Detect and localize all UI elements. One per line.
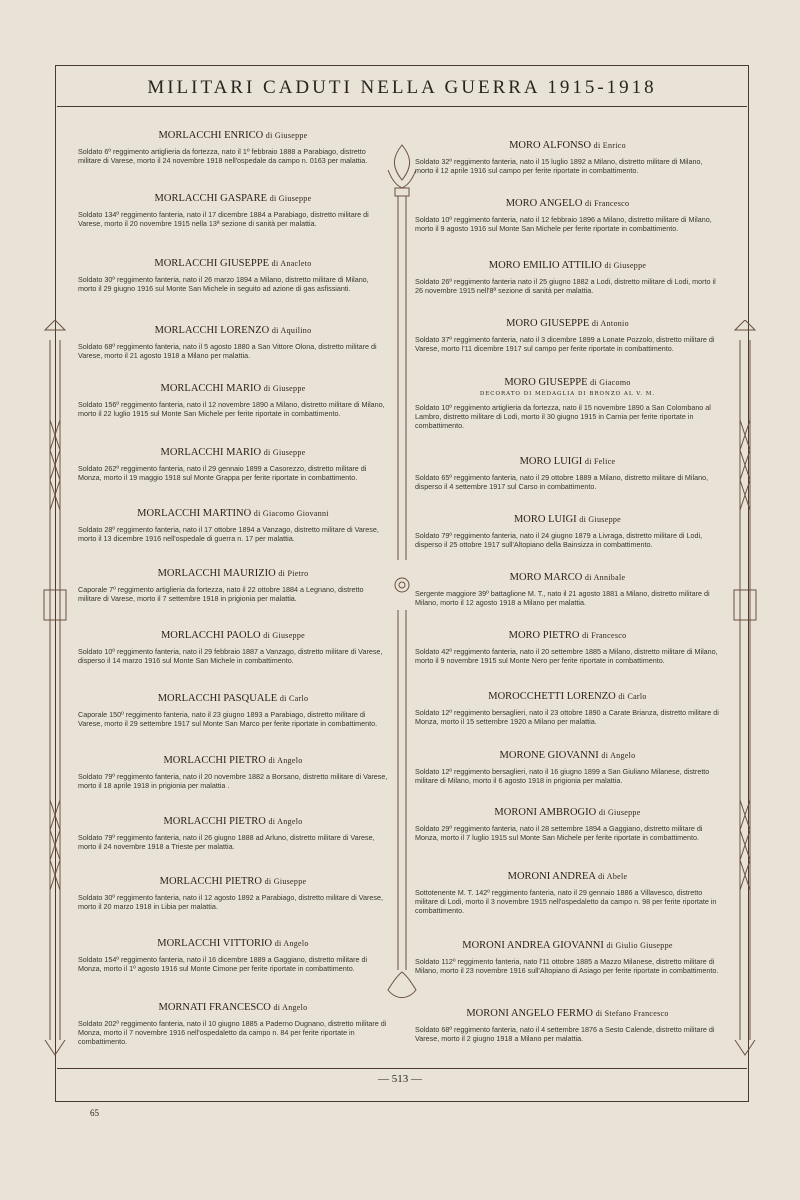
entry-description: Sottotenente M. T. 142º reggimento fanteria, nato il 29 gennaio 1886 a Villavesco, distretto militare di Lodi, morto il 3 novembre 1915 nell'ospedaletto da campo n. 98 per ferite riportate in combattimento. [415, 888, 717, 915]
entry-left-11 [78, 755, 388, 790]
entry-description: Soldato 65º reggimento fanteria, nato il 29 ottobre 1889 a Milano, distretto militare di Milano, disperso il 4 settembre 1917 sul Carso in combattimento. [415, 473, 709, 491]
entry-description: Soldato 262º reggimento fanteria, nato il 29 gennaio 1899 a Casorezzo, distretto militare di Monza, morto il 19 maggio 1918 sul Monte Grappa per ferite riportate in combattimento. [78, 464, 367, 482]
entry-description: Soldato 28º reggimento fanteria, nato il 17 ottobre 1894 a Vanzago, distretto militare di Varese, morto il 13 dicembre 1916 nell'ospedale di guerra n. 17 per malattia. [78, 525, 379, 543]
entry-right-1 [415, 140, 720, 175]
entry-right-5 [415, 377, 720, 430]
entry-description: Soldato 156º reggimento fanteria, nato il 12 novembre 1890 a Milano, distretto militare di Milano, morto il 22 luglio 1915 sul Monte San Michele per ferite riportate in combattimento. [78, 400, 385, 418]
entry-left-9 [78, 630, 388, 665]
entry-description: Caporale 7º reggimento artiglieria da fortezza, nato il 22 ottobre 1884 a Legnano, distretto militare di Varese, morto il 7 settembre 1918 in prigionia per malattia. [78, 585, 364, 603]
entry-right-4 [415, 318, 720, 353]
entry-description: Soldato 154º reggimento fanteria, nato il 16 dicembre 1889 a Gaggiano, distretto militare di Monza, morto il 1º agosto 1916 sul Monte Cimone per ferite riportate in combattimento. [78, 955, 368, 973]
entry-name: MORLACCHI GIUSEPPE [154, 258, 270, 269]
entry-parent: di Angelo [273, 1003, 308, 1012]
entry-parent: di Giuseppe [604, 261, 647, 270]
entry-description: Soldato 30º reggimento fanteria, nato il 26 marzo 1894 a Milano, distretto militare di Milano, morto il 29 giugno 1916 sul Monte San Michele in seguito ad azione di gas asfissianti. [78, 275, 369, 293]
entry-parent: di Francesco [585, 199, 630, 208]
entry-description: Soldato 32º reggimento fanteria, nato il 15 luglio 1892 a Milano, distretto militare di Milano, morto il 12 aprile 1916 sul campo per ferite riportate in combattimento. [415, 157, 703, 175]
entry-right-7 [415, 514, 720, 549]
entry-name: MORO ALFONSO [509, 140, 592, 151]
entry-name: MORLACCHI MARIO [160, 447, 262, 458]
entry-name: MORLACCHI ENRICO [158, 130, 264, 141]
entry-parent: di Giuseppe [269, 194, 312, 203]
entry-right-3 [415, 260, 720, 295]
entry-name: MORO LUIGI [519, 456, 583, 467]
entry-description: Soldato 68º reggimento fanteria, nato il 5 agosto 1880 a San Vittore Olona, distretto militare di Varese, morto il 21 agosto 1918 a Milano per malattia. [78, 342, 377, 360]
entry-left-8 [78, 568, 388, 603]
entry-left-3 [78, 258, 388, 293]
entry-description: Sergente maggiore 39º battaglione M. T., nato il 21 agosto 1881 a Milano, distretto militare di Milano, morto il 12 agosto 1918 a Milano per malattia. [415, 589, 710, 607]
entry-right-2 [415, 198, 720, 233]
entry-name: MORLACCHI GASPARE [154, 193, 268, 204]
entry-description: Soldato 79º reggimento fanteria, nato il 24 giugno 1879 a Livraga, distretto militare di Lodi, disperso il 25 ottobre 1917 sull'Altopiano della Bainsizza in combattimento. [415, 531, 703, 549]
entry-name: MORLACCHI LORENZO [154, 325, 270, 336]
entry-description: Soldato 29º reggimento fanteria, nato il 28 settembre 1894 a Gaggiano, distretto militare di Monza, morto il 7 luglio 1915 sul Monte San Michele per ferite riportate in combattimento. [415, 824, 703, 842]
entry-right-12 [415, 807, 720, 842]
entry-name: MORLACCHI MAURIZIO [157, 568, 276, 579]
entry-left-14 [78, 938, 388, 973]
entry-parent: di Anacleto [271, 259, 312, 268]
entry-name: MORONI ANDREA GIOVANNI [462, 940, 604, 951]
entry-name: MORNATI FRANCESCO [158, 1002, 271, 1013]
entry-description: Soldato 10º reggimento fanteria, nato il 29 febbraio 1887 a Vanzago, distretto militare di Varese, disperso il 14 marzo 1916 sul Monte San Michele in combattimento. [78, 647, 383, 665]
entry-name: MORO GIUSEPPE [506, 318, 590, 329]
entry-right-6 [415, 456, 720, 491]
entry-right-9 [415, 630, 720, 665]
entry-parent: di Pietro [278, 569, 309, 578]
entry-parent: di Enrico [593, 141, 626, 150]
entry-description: Soldato 12º reggimento bersaglieri, nato il 16 giugno 1899 a San Giuliano Milanese, distretto militare di Milano, morto il 6 agosto 1918 in prigionia per malattia. [415, 767, 710, 785]
entry-description: Soldato 37º reggimento fanteria, nato il 3 dicembre 1899 a Lonate Pozzolo, distretto militare di Varese, morto l'11 dicembre 1917 sul campo per ferite riportate in combattimento. [415, 335, 715, 353]
entry-name: MORO ANGELO [505, 198, 583, 209]
entry-right-10 [415, 691, 720, 726]
entry-parent: di Antonio [591, 319, 629, 328]
page-number: — 513 — [378, 1073, 422, 1085]
entry-left-12 [78, 816, 388, 851]
left-pillar-ornament [40, 320, 70, 1060]
entry-description: Soldato 30º reggimento fanteria, nato il 12 agosto 1892 a Parabiago, distretto militare di Varese, morto il 20 marzo 1918 in Libia per malattia. [78, 893, 383, 911]
entry-name: MORONI ANDREA [507, 871, 596, 882]
entry-right-8 [415, 572, 720, 607]
entry-parent: di Carlo [279, 694, 309, 703]
entry-parent: di Giuseppe [265, 131, 308, 140]
entry-parent: di Giuseppe [598, 808, 641, 817]
entry-left-4 [78, 325, 388, 360]
page-title: MILITARI CADUTI NELLA GUERRA 1915-1918 [147, 77, 657, 98]
entry-parent: di Giuseppe [579, 515, 622, 524]
entry-parent: di Giacomo [590, 378, 631, 387]
entry-right-11 [415, 750, 720, 785]
entry-parent: di Abele [598, 872, 628, 881]
entry-description: Soldato 26º reggimento fanteria nato il 25 giugno 1882 a Lodi, distretto militare di Lodi, morto il 26 novembre 1915 nell'8ª sezione di sanità per malattia. [415, 277, 716, 295]
entry-name: MORLACCHI MARTINO [137, 508, 252, 519]
entry-description: Soldato 134º reggimento fanteria, nato il 17 dicembre 1884 a Parabiago, distretto militare di Varese, morto il 20 novembre 1915 nella 13ª sezione di sanità per malattia. [78, 210, 369, 228]
entry-description: Soldato 42º reggimento fanteria, nato il 20 settembre 1885 a Milano, distretto militare di Milano, morto il 9 novembre 1915 sul Monte Nero per ferite riportate in combattimento. [415, 647, 718, 665]
entry-description: Soldato 112º reggimento fanteria, nato l'11 ottobre 1885 a Mazzo Milanese, distretto militare di Milano, morto il 23 novembre 1916 sull'Altopiano di Asiago per ferite riportate in combattimento. [415, 957, 719, 975]
entry-parent: di Felice [584, 457, 616, 466]
entry-name: MORONI AMBROGIO [494, 807, 597, 818]
entry-name: MORLACCHI PIETRO [163, 755, 266, 766]
entry-name: MORO EMILIO ATTILIO [488, 260, 602, 271]
entry-name: MORONI ANGELO FERMO [466, 1008, 593, 1019]
entry-name: MORLACCHI PAOLO [160, 630, 261, 641]
entry-name: MORO MARCO [509, 572, 583, 583]
entry-left-5 [78, 383, 388, 418]
entry-name: MORLACCHI VITTORIO [157, 938, 273, 949]
entry-description: Soldato 6º reggimento artiglieria da fortezza, nato il 1º febbraio 1888 a Parabiago, distretto militare di Varese, morto il 24 novembre 1918 nell'ospedale da campo n. 0163 per malattia. [78, 147, 368, 165]
entry-name: MORLACCHI PIETRO [159, 876, 262, 887]
entry-decoration: DECORATO DI MEDAGLIA DI BRONZO AL V. M. [479, 391, 656, 397]
entry-description: Soldato 10º reggimento fanteria, nato il 12 febbraio 1896 a Milano, distretto militare di Milano, morto il 9 agosto 1916 sul Monte San Michele per ferite riportate in combattimento. [415, 215, 712, 233]
entry-left-2 [78, 193, 388, 228]
entry-parent: di Giuseppe [263, 631, 306, 640]
sheet-number: 65 [90, 1108, 99, 1118]
entry-parent: di Annibale [584, 573, 626, 582]
entry-name: MORO PIETRO [508, 630, 580, 641]
entry-name: MOROCCHETTI LORENZO [488, 691, 616, 702]
entry-description: Soldato 68º reggimento fanteria, nato il 4 settembre 1876 a Sesto Calende, distretto militare di Varese, morto il 2 giugno 1918 a Milano per malattia. [415, 1025, 715, 1043]
entry-name: MORLACCHI PIETRO [163, 816, 266, 827]
entry-name: MORLACCHI MARIO [160, 383, 262, 394]
entry-parent: di Angelo [274, 939, 309, 948]
entry-right-13 [415, 871, 720, 915]
entry-left-15 [78, 1002, 388, 1046]
footer-rule [57, 1068, 747, 1069]
entry-name: MORLACCHI PASQUALE [157, 693, 278, 704]
entry-description: Soldato 12º reggimento bersaglieri, nato il 23 ottobre 1890 a Carate Brianza, distretto militare di Monza, morto il 15 settembre 1920 a Milano per malattia. [415, 708, 719, 726]
entry-parent: di Angelo [268, 817, 303, 826]
entry-description: Caporale 150º reggimento fanteria, nato il 23 giugno 1893 a Parabiago, distretto militare di Varese, morto il 29 settembre 1917 sul Monte San Marco per ferite riportate in combattimento. [78, 710, 378, 728]
entry-parent: di Giuseppe [264, 877, 307, 886]
entry-left-6 [78, 447, 388, 482]
entry-parent: di Francesco [582, 631, 627, 640]
entry-right-14 [415, 940, 720, 975]
entry-name: MORONE GIOVANNI [499, 750, 599, 761]
entry-parent: di Aquilino [271, 326, 312, 335]
entry-description: Soldato 10º reggimento artiglieria da fortezza, nato il 15 novembre 1890 a San Colombano al Lambro, distretto militare di Lodi, morto il 30 giugno 1915 in Carnia per ferite riportate in combattimento. [415, 403, 711, 430]
entry-parent: di Stefano Francesco [595, 1009, 669, 1018]
entry-left-10 [78, 693, 388, 728]
entry-description: Soldato 79º reggimento fanteria, nato il 20 novembre 1882 a Borsano, distretto militare di Varese, morto il 18 aprile 1918 in prigionia per malattia . [78, 772, 388, 790]
entry-right-15 [415, 1008, 720, 1043]
entry-parent: di Giacomo Giovanni [253, 509, 329, 518]
entry-parent: di Giuseppe [263, 448, 306, 457]
entry-parent: di Carlo [618, 692, 647, 701]
entry-parent: di Angelo [601, 751, 636, 760]
entry-left-13 [78, 876, 388, 911]
entry-name: MORO LUIGI [513, 514, 577, 525]
entry-description: Soldato 79º reggimento fanteria, nato il 26 giugno 1888 ad Arluno, distretto militare di Varese, morto il 24 novembre 1918 a Trieste per malattia. [78, 833, 375, 851]
entry-left-1 [78, 130, 388, 165]
entry-left-7 [78, 508, 388, 543]
entry-parent: di Angelo [268, 756, 303, 765]
entry-parent: di Giulio Giuseppe [606, 941, 673, 950]
entry-name: MORO GIUSEPPE [504, 377, 588, 388]
page-header [57, 68, 747, 107]
right-pillar-ornament [730, 320, 760, 1060]
entry-parent: di Giuseppe [263, 384, 306, 393]
entry-description: Soldato 202º reggimento fanteria, nato il 10 giugno 1885 a Paderno Dugnano, distretto militare di Monza, morto il 7 novembre 1916 nell'ospedaletto da campo n. 84 per ferite riportate in combattimento. [78, 1019, 387, 1046]
